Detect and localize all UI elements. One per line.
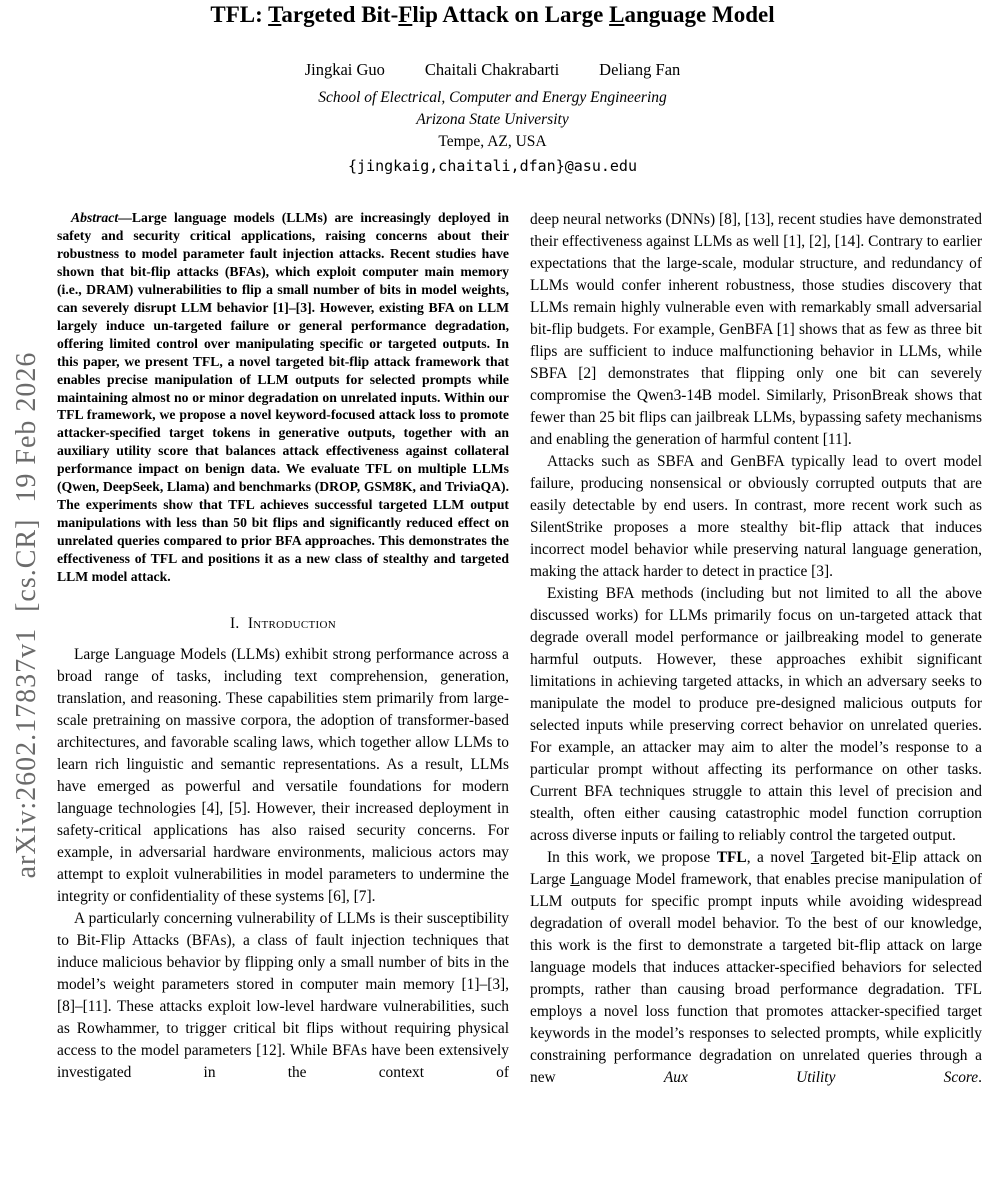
text-segment: T [268,2,282,27]
text-segment: argeted Bit- [281,2,399,27]
text-segment: L [609,2,625,27]
text-segment: anguage Model [624,2,775,27]
two-column-body [57,209,985,1089]
paper-header [0,0,985,175]
text-segment: lip attack on Large [530,849,982,889]
text-segment: F [892,849,901,867]
author-emails: {jingkaig,chaitali,dfan}@asu.edu [348,157,637,176]
section-heading-introduction [57,613,509,635]
paragraph: deep neural networks (DNNs) [8], [13], recent studies have demonstrated their effectiveness against LLMs as well [1], [2], [14]. Contrary to earlier expectations that the large-scale, modular structure, and redundancy of LLMs would confer inherent robustness, those studies discovery that LLMs remain highly vulnerable even with remarkably small adversarial bit-flip budgets. For example, GenBFA [1] shows that as few as three bit flips are sufficient to induce malfunctioning behavior in LLMs, while SBFA [2] demonstrates that flipping only one bit can severely compromise the Qwen3-14B model. Similarly, PrisonBreak shows that fewer than 25 bit flips can jailbreak LLMs, bypassing safety mechanisms and enabling the generation of harmful content [11]. [530,211,982,449]
column-right [530,209,982,1089]
text-segment: , a novel [746,849,811,867]
column-left [57,209,509,1089]
author-name-2: Chaitali Chakrabarti [424,60,560,80]
paragraph: A particularly concerning vulnerability of LLMs is their susceptibility to Bit-Flip Attacks (BFAs), a class of fault injection techniques that induce malicious behavior by flipping only a small number of bits in the model’s weight parameters stored in computer main memory [1]–[3], [8]–[11]. These attacks exploit low-level hardware vulnerabilities, such as Rowhammer, to trigger critical bit flips without requiring physical access to the model parameters [12]. While BFAs have been extensively investigated in the context of [57,910,509,1082]
affiliation-university: Arizona State University [416,111,569,129]
text-segment: Introduction [247,615,337,633]
text-segment: Abstract [71,210,119,226]
text-segment: I. [229,615,248,633]
text-segment: anguage Model framework, that enables precise manipulation of LLM outputs for specific prompt inputs while avoiding widespread degradation of overall model behavior. To the best of our knowledge, this work is the first to demonstrate a targeted bit-flip attack on large language models that induces attacker-specified behaviors for selected prompts, rather than causing broad performance degradation. TFL employs a novel loss function that promotes attacker-specified target keywords in the model’s responses to selected prompts, while explicitly constraining performance degradation on unrelated queries through a new [530,871,982,1087]
paper-title [0,2,985,28]
affiliation-location: Tempe, AZ, USA [438,133,547,151]
author-name-1: Jingkai Guo [304,60,385,80]
abstract [57,209,509,585]
text-segment: TFL: [210,2,269,27]
text-segment: . [978,1069,982,1087]
affiliation-school: School of Electrical, Computer and Energy Engineering [318,89,667,107]
text-segment: L [570,871,580,889]
text-segment: —Large language models (LLMs) are increasingly deployed in safety and security critical applications, raising concerns about their robustness to model parameter fault injection attacks. Recent studies have shown that bit-flip attacks (BFAs), which exploit computer main memory (i.e., DRAM) vulnerabilities to flip a small number of bits in model weights, can severely disrupt LLM behavior [1]–[3]. However, existing BFA on LLM largely induce un-targeted failure or general performance degradation, offering limited control over manipulating specific or targeted outputs. In this paper, we present TFL, a novel targeted bit-flip attack framework that enables precise manipulation of LLM outputs for selected prompts while maintaining almost no or minor degradation on unrelated inputs. Within our TFL framework, we propose a novel keyword-focused attack loss to promote attacker-specified target tokens in generative outputs, together with an auxiliary utility score that balances attack effectiveness against collateral performance impact on benign data. We evaluate TFL on multiple LLMs (Qwen, DeepSeek, Llama) and benchmarks (DROP, GSM8K, and TriviaQA). The experiments show that TFL achieves successful targeted LLM output manipulations with less than 50 bit flips and significantly reduced effect on unrelated queries compared to prior BFA approaches. This demonstrates the effectiveness of TFL and positions it as a new class of stealthy and targeted LLM model attack. [57,210,509,584]
paragraph: Existing BFA methods (including but not limited to all the above discussed works) for LLMs primarily focus on un-targeted attack that degrade overall model performance or jailbreaking model to generate harmful outputs. However, these approaches exhibit significant limitations in achieving targeted attacks, in which an adversary seeks to manipulate the model to produce pre-designed malicious outputs for selected inputs while preserving correct behavior on unrelated queries. For example, an attacker may aim to alter the model’s response to a particular prompt without affecting its performance on other tasks. Current BFA techniques struggle to attain this level of precision and stealth, often either causing catastrophic model function corruption across diverse inputs or failing to reliably control the targeted output. [530,585,982,845]
author-list [0,60,985,80]
text-segment: Aux Utility Score [663,1069,979,1087]
text-segment: T [810,849,820,867]
paragraph: Attacks such as SBFA and GenBFA typically lead to overt model failure, producing nonsensical or obviously corrupted outputs that are easily detectable by end users. In contrast, more recent work such as SilentStrike proposes a more stealthy bit-flip attack that induces incorrect model behavior while preserving natural language generation, making the attack harder to detect in practice [3]. [530,453,982,581]
paragraph [530,847,982,1089]
arxiv-watermark-text: arXiv:2602.17837v1 [cs.CR] 19 Feb 2026 [11,351,42,879]
text-segment: lip Attack on Large [412,2,610,27]
text-segment: In this work, we propose [547,849,717,867]
text-segment: argeted bit- [819,849,893,867]
author-name-3: Deliang Fan [599,60,681,80]
paragraph: Large Language Models (LLMs) exhibit strong performance across a broad range of tasks, including text comprehension, generation, translation, and reasoning. These capabilities stem primarily from large-scale pretraining on massive corpora, the adoption of transformer-based architectures, and favorable scaling laws, which together allow LLMs to learn rich linguistic and semantic representations. As a result, LLMs have emerged as powerful and versatile foundations for modern language technologies [4], [5]. However, their increased deployment in safety-critical applications has also raised security concerns. For example, in adversarial hardware environments, malicious actors may attempt to exploit vulnerabilities in model parameters to undermine the integrity or confidentiality of these systems [6], [7]. [57,646,509,906]
left-column-paragraphs [57,644,509,1084]
text-segment: TFL [716,849,747,867]
right-column-paragraphs [530,209,982,1089]
text-segment: F [398,2,413,27]
